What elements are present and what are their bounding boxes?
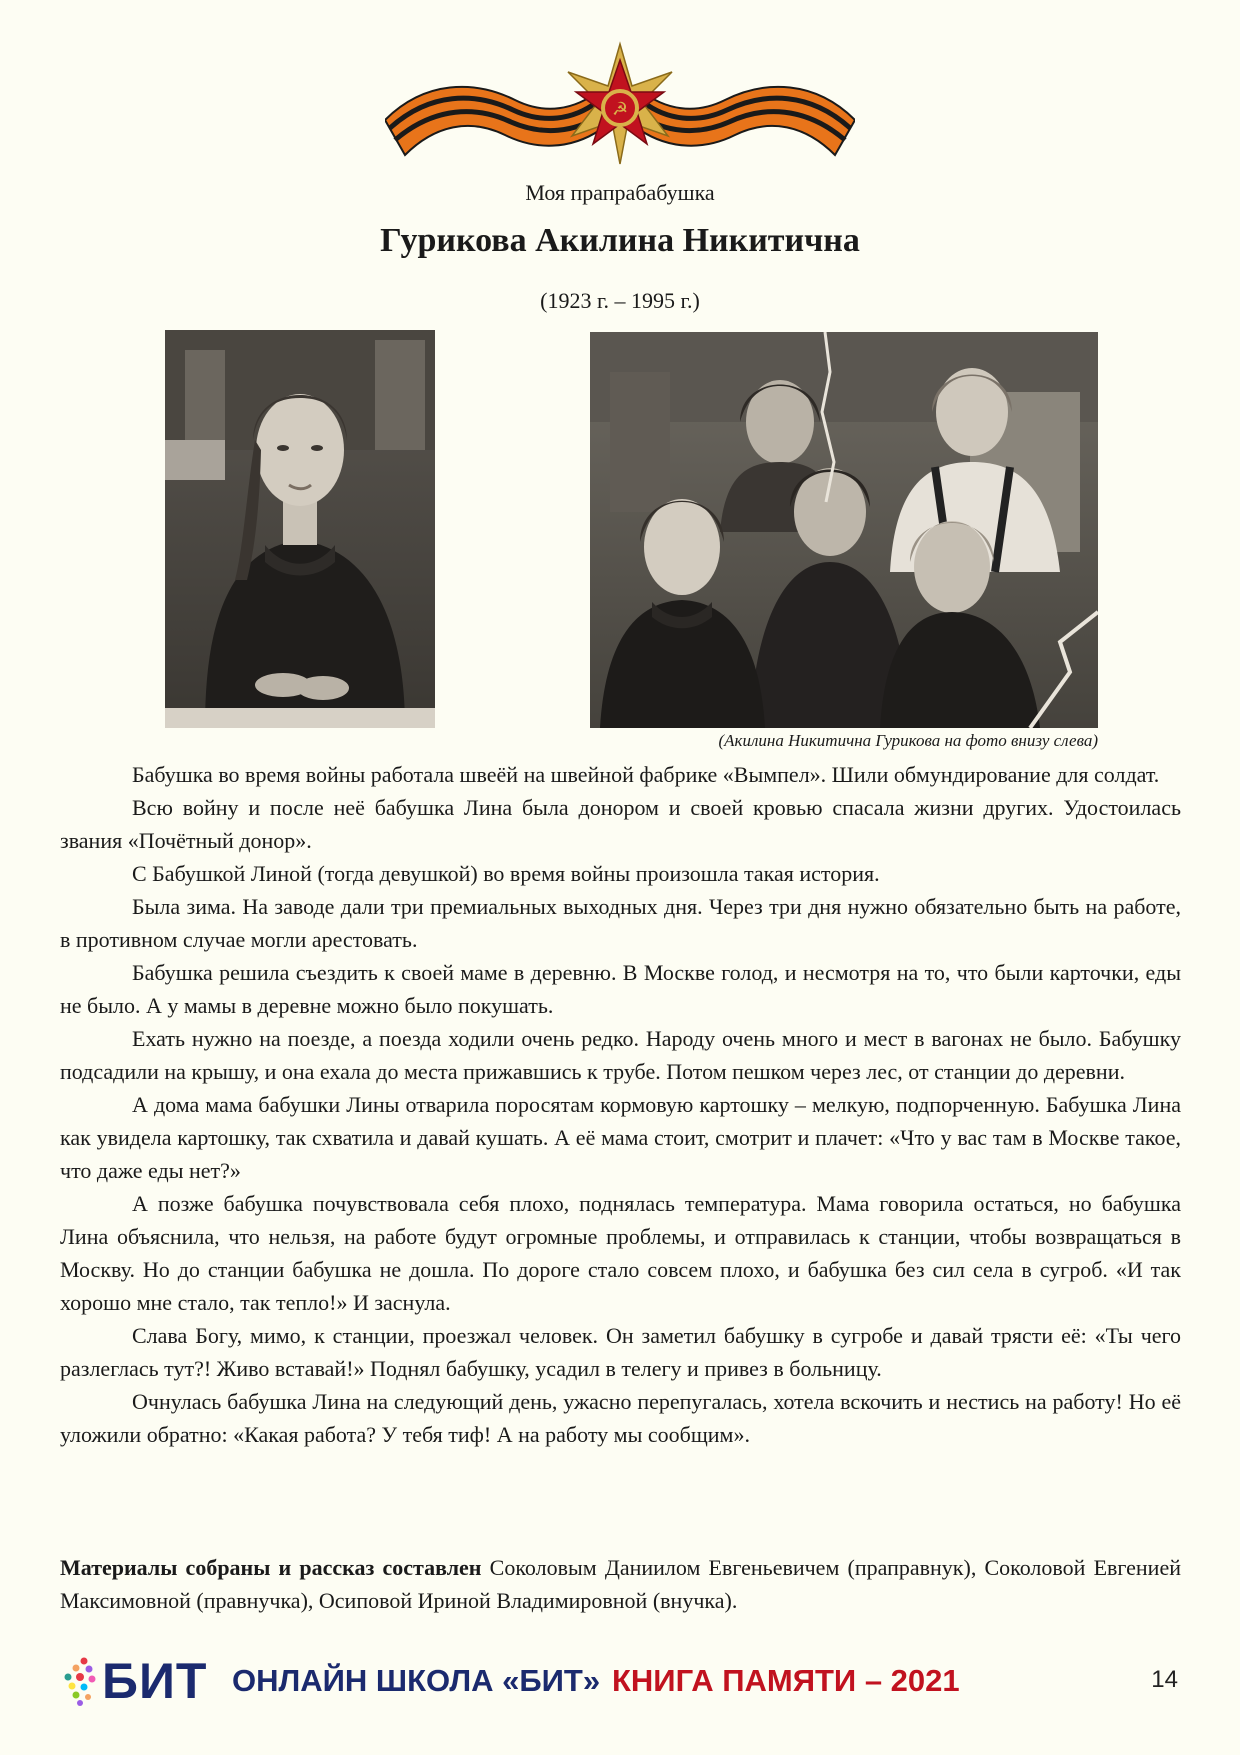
credits [60, 1551, 1181, 1617]
story-paragraph: Ехать нужно на поезде, а поезда ходили очень редко. Народу очень много и мест в вагонах не было. Бабушку подсадили на крышу, и она ехала до места прижавшись к трубе. Потом пешком через лес, от станции до деревни. [60, 1026, 1181, 1084]
svg-text:☭: ☭ [611, 99, 629, 120]
person-name: Гурикова Акилина Никитична [380, 222, 860, 259]
credits-lead: Материалы собраны и рассказ составлен [60, 1555, 482, 1580]
life-years: (1923 г. – 1995 г.) [540, 288, 700, 313]
subtitle: Моя прапрабабушка [525, 180, 715, 205]
story-paragraph: А дома мама бабушки Лины отварила поросятам кормовую картошку – мелкую, подпорченную. Бабушка Лина как увидела картошку, так схватила и давай кушать. А её мама стоит, смотрит и плачет: «Что у вас там в Москве такое, что даже еды нет?» [60, 1092, 1181, 1183]
story-paragraph: Бабушка решила съездить к своей маме в деревню. В Москве голод, и несмотря на то, что были карточки, еды не было. А у мамы в деревне можно было покушать. [60, 960, 1181, 1018]
credits-authors: Соколовым Даниилом Евгеньевичем (праправнук), Соколовой Евгенией Максимовной (правнучка), Осиповой Ириной Владимировной (внучка). [60, 1555, 1181, 1613]
story-paragraph: Слава Богу, мимо, к станции, проезжал человек. Он заметил бабушку в сугробе и давай трясти её: «Ты чего разлеглась тут?! Живо вставай!» Поднял бабушку, усадил в телегу и привез в больницу. [60, 1323, 1181, 1381]
story-paragraph: С Бабушкой Линой (тогда девушкой) во время войны произошла такая история. [132, 861, 880, 886]
story-paragraph: Очнулась бабушка Лина на следующий день, ужасно перепугалась, хотела вскочить и нестись на работу! Но её уложили обратно: «Какая работа? У тебя тиф! А на работу мы сообщим». [60, 1389, 1181, 1447]
group-photo [590, 332, 1098, 728]
bit-logo-text: БИТ [102, 1653, 208, 1709]
story-text [60, 758, 1181, 1451]
story-paragraph: Всю войну и после неё бабушка Лина была донором и своей кровью спасала жизни других. Удостоилась звания «Почётный донор». [60, 795, 1181, 853]
story-paragraph: Была зима. На заводе дали три премиальных выходных дня. Через три дня нужно обязательно быть на работе, в противном случае могли арестовать. [60, 894, 1181, 952]
bit-dots-logo-icon [62, 1655, 98, 1707]
page-number: 14 [1151, 1666, 1178, 1693]
story-paragraph: Бабушка во время войны работала швеёй на швейной фабрике «Вымпел». Шили обмундирование для солдат. [132, 762, 1160, 787]
footer-book-title: КНИГА ПАМЯТИ – 2021 [612, 1663, 960, 1698]
photo-caption: (Акилина Никитична Гурикова на фото внизу слева) [718, 731, 1098, 750]
st-george-ribbon-order-icon [385, 40, 855, 170]
bit-logo [62, 1655, 207, 1707]
story-paragraph: А позже бабушка почувствовала себя плохо, поднялась температура. Мама говорила остаться, но бабушка Лина объяснила, что нельзя, на работе будут огромные проблемы, и отправилась к станции, чтобы возвращаться в Москву. Но до станции бабушка не дошла. По дороге стало совсем плохо, и бабушка без сил села в сугроб. «И так хорошо мне стало, так тепло!» И заснула. [60, 1191, 1181, 1315]
footer-school-name: ОНЛАЙН ШКОЛА «БИТ» [232, 1663, 601, 1698]
portrait-photo [165, 330, 435, 728]
